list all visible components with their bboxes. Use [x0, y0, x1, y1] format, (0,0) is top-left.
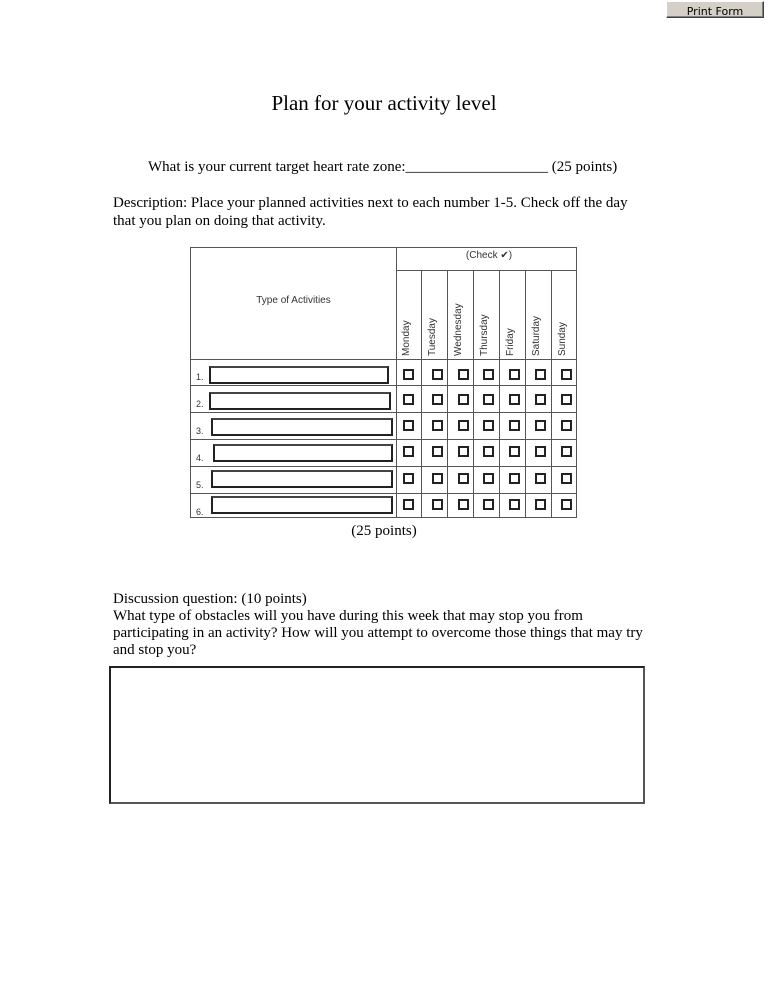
discussion-heading: Discussion question: (10 points): [113, 591, 307, 607]
print-form-button[interactable]: Print Form: [666, 1, 764, 18]
checkbox-row2-monday[interactable]: [403, 394, 414, 405]
checkbox-row6-wednesday[interactable]: [458, 499, 469, 510]
check-header: (Check ✔): [465, 250, 513, 261]
checkbox-row4-wednesday[interactable]: [458, 446, 469, 457]
checkbox-row6-sunday[interactable]: [561, 499, 572, 510]
row-number: 5.: [196, 480, 204, 490]
checkbox-row1-tuesday[interactable]: [432, 369, 443, 380]
discussion: [113, 591, 653, 659]
day-thursday: Thursday: [479, 314, 490, 356]
checkbox-row5-monday[interactable]: [403, 473, 414, 484]
activity-1-input[interactable]: [209, 366, 389, 384]
day-friday: Friday: [505, 328, 516, 356]
checkbox-row5-friday[interactable]: [509, 473, 520, 484]
checkbox-row1-thursday[interactable]: [483, 369, 494, 380]
activity-6-input[interactable]: [211, 496, 393, 514]
activity-5-input[interactable]: [211, 470, 393, 488]
row-number: 1.: [196, 372, 204, 382]
row-number: 3.: [196, 426, 204, 436]
checkbox-row5-tuesday[interactable]: [432, 473, 443, 484]
heart-rate-blank: ___________________: [405, 159, 549, 175]
row-number: 2.: [196, 399, 204, 409]
checkbox-row2-saturday[interactable]: [535, 394, 546, 405]
day-monday: Monday: [401, 320, 412, 356]
checkbox-row3-monday[interactable]: [403, 420, 414, 431]
checkbox-row1-saturday[interactable]: [535, 369, 546, 380]
discussion-question: What type of obstacles will you have during this week that may stop you from participating in an activity? How will you attempt to overcome those things that may try and stop you?: [113, 608, 643, 658]
checkbox-row4-saturday[interactable]: [535, 446, 546, 457]
discussion-answer-field[interactable]: [109, 666, 645, 804]
checkbox-row2-thursday[interactable]: [483, 394, 494, 405]
checkbox-row6-tuesday[interactable]: [432, 499, 443, 510]
heart-rate-question: [148, 159, 617, 176]
day-sunday: Sunday: [557, 322, 568, 356]
checkbox-row6-friday[interactable]: [509, 499, 520, 510]
heart-rate-points: (25 points): [551, 159, 618, 175]
checkbox-row6-monday[interactable]: [403, 499, 414, 510]
checkbox-row2-sunday[interactable]: [561, 394, 572, 405]
checkbox-row3-friday[interactable]: [509, 420, 520, 431]
checkbox-row2-tuesday[interactable]: [432, 394, 443, 405]
checkbox-row4-monday[interactable]: [403, 446, 414, 457]
heart-rate-prompt: What is your current target heart rate zone:: [148, 159, 406, 175]
checkbox-row6-saturday[interactable]: [535, 499, 546, 510]
activity-table: [190, 247, 577, 518]
row-number: 4.: [196, 453, 204, 463]
day-wednesday: Wednesday: [453, 303, 464, 356]
table-points: (25 points): [351, 523, 417, 539]
checkbox-row5-saturday[interactable]: [535, 473, 546, 484]
checkbox-row2-friday[interactable]: [509, 394, 520, 405]
checkbox-row3-saturday[interactable]: [535, 420, 546, 431]
checkbox-row5-sunday[interactable]: [561, 473, 572, 484]
description: Description: Place your planned activities next to each number 1-5. Check off the day that you plan on doing that activity.: [113, 195, 628, 229]
checkbox-row4-tuesday[interactable]: [432, 446, 443, 457]
checkbox-row2-wednesday[interactable]: [458, 394, 469, 405]
checkbox-row1-monday[interactable]: [403, 369, 414, 380]
checkbox-row3-thursday[interactable]: [483, 420, 494, 431]
row-number: 6.: [196, 507, 204, 517]
checkbox-row1-sunday[interactable]: [561, 369, 572, 380]
checkbox-row3-tuesday[interactable]: [432, 420, 443, 431]
checkbox-row1-friday[interactable]: [509, 369, 520, 380]
checkbox-row4-friday[interactable]: [509, 446, 520, 457]
day-saturday: Saturday: [531, 315, 542, 356]
checkbox-row5-wednesday[interactable]: [458, 473, 469, 484]
activity-3-input[interactable]: [211, 418, 393, 436]
checkbox-row4-sunday[interactable]: [561, 446, 572, 457]
type-of-activities-header: Type of Activities: [256, 295, 331, 306]
activity-2-input[interactable]: [209, 392, 391, 410]
checkbox-row4-thursday[interactable]: [483, 446, 494, 457]
activity-4-input[interactable]: [213, 444, 393, 462]
checkbox-row5-thursday[interactable]: [483, 473, 494, 484]
checkbox-row1-wednesday[interactable]: [458, 369, 469, 380]
day-tuesday: Tuesday: [427, 318, 438, 356]
checkbox-row6-thursday[interactable]: [483, 499, 494, 510]
checkbox-row3-wednesday[interactable]: [458, 420, 469, 431]
page-title: Plan for your activity level: [271, 91, 497, 115]
checkbox-row3-sunday[interactable]: [561, 420, 572, 431]
